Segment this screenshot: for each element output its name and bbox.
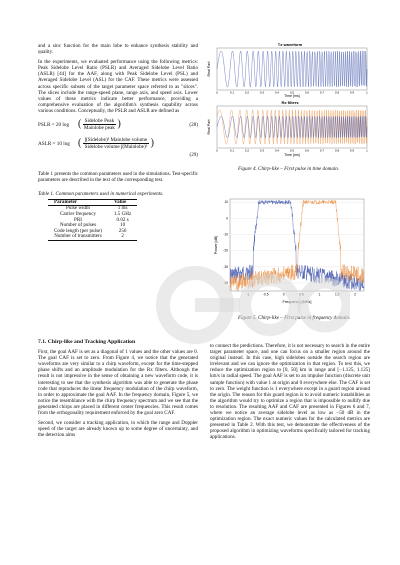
eq28-numerator: Sidelobe Peak	[84, 118, 115, 125]
paragraph-chirp: First, the goal AAF is set as a diagonal of 1 values and the other values are 0. The goal CAF is set to zero. From Figure 4, we notice that the generated waveforms are very similar to a chirp waveform, except for the time-stepped phase shifts and an amplitude modulation for the Rx filters. Although the result is not impressive in the sense of obtaining a new waveform code, it is interesting to see that the synthesis algorithm was able to generate the phase code that reproduces the linear frequency modulation of the chirp waveform, in order to approximate the goal AAF. In the frequency domain, Figure 5, we notice the resemblance with the chirp frequency spectrum and we see that the generated chirps are placed in different center frequencies. This result comes from the orthogonality requirement enforced by the goal zero CAF.	[38, 349, 198, 417]
fig4-xtick-label: 0.4	[274, 90, 280, 95]
fig4-xtick-label: 0.2	[244, 90, 250, 95]
fig5-ytick-label: -40	[223, 280, 228, 285]
fig5-yticks	[223, 200, 228, 285]
eq29-denominator: Sidelobe volume ∫(Mainlobe)²	[84, 144, 148, 151]
paragraph-metrics: In the experiments, we evaluated performance using the following metrics: Peak Sidelobe Level Ratio (PSLR) and Averaged Sidelobe Level Ratio (ASLR) [44] for the AAF, along with Peak Sidelobe Level (PSL) and Averaged Sidelobe Level (ASL) for the CAF. These metrics were assessed across specific subsets of the target parameter space referred to as "slices". The slices include the range-speed plane, range axis, and speed axis. Lower values of these metrics indicate better performance, providing a comprehensive evaluation of the algorithm's synthesis capability across various conditions. Conceptually, the PSLR and ASLR are defined as	[38, 59, 198, 114]
eq29-numerator: ∫(Sidelobe)² Mainlobe volume	[84, 137, 148, 144]
right-column	[210, 343, 370, 445]
fig4-xtick-label: 0.3	[259, 90, 265, 95]
figure-5-caption: Figure 5. Chirp-like – First pulse in frequency domain.	[238, 315, 351, 321]
eq28-lhs: PSLR = 20 log	[38, 121, 70, 128]
fig4-xtick-label: 0.6	[304, 148, 310, 153]
fig4-xtick-label: 0.4	[274, 148, 280, 153]
table-cell: Carrier frequency	[59, 210, 96, 217]
table-cell: Code length (per pulse)	[54, 227, 102, 234]
table-cell: Number of pulses	[59, 222, 97, 229]
fig5-xtick-label: 0	[282, 292, 285, 297]
table-cell: Number of transmitters	[48, 234, 108, 240]
fig5-ytick-label: 10	[224, 200, 228, 205]
fig5-xtick-label: 1.5	[334, 292, 340, 297]
fig5-xtick-label: -1	[246, 292, 250, 297]
table-cell: Pulse width	[66, 205, 90, 212]
fig4-xtick-label: 0.9	[349, 90, 355, 95]
table-header-parameter: Parameter	[48, 199, 108, 206]
fig5-xticks	[246, 293, 356, 297]
table-cell: 1.5 GHz	[113, 210, 132, 217]
fig4-xtick-label: 1	[366, 90, 368, 95]
table-header-value: Value	[108, 199, 137, 206]
fig4-bottom-xlabel: Time [ms]	[284, 153, 300, 157]
fig5-xtick-label: 1	[318, 292, 321, 297]
equation-28: PSLR = 20 log ( $\frac{\text{Sidelobe Peak}}{\text{Mainlobe peak}}$ ) (28)	[38, 118, 198, 132]
eq28-number: (28)	[189, 121, 198, 128]
fig5-xtick-label: 2	[354, 292, 356, 297]
table-row	[48, 234, 137, 240]
figure-5-frequency-domain	[210, 195, 370, 307]
fig4-xtick-label: 0.5	[289, 148, 295, 153]
figure-4-caption: Figure 4. Chirp-like – First pulse in time domain.	[238, 166, 340, 172]
paragraph-intro: and a sinc function for the main lobe to enhance synthesis stability and quality.	[38, 43, 198, 56]
table-cell: 256	[118, 227, 127, 234]
fig4-xtick-label: 0.6	[304, 90, 310, 95]
parameters-table	[48, 199, 137, 241]
table-cell: PRI	[74, 216, 82, 223]
fig4-xtick-label: 0.7	[319, 148, 325, 153]
paragraph-tracking-cont: to connect the predictions. Therefore, it is not necessary to search in the entire target parameter space, and one can focus on a smaller region around the original instead. In this case, high sidelobes outside the search region are irrelevant and we can ignore the optimization in that region. To test this, we reduce the optimization region to [0, 50] km in range and [−1.125, 1.125] km/s in radial speed. The goal AAF is set to an impulse function (discrete unit sample function) with value 1 at origin and 0 everywhere else. The CAF is set to zero. The weight function is 1 everywhere except in a guard region around the origin. The reason for this guard region is to avoid numeric instabilities as the algorithm would try to optimize a region that is impossible to nullify due to resolution. The resulting AAF and CAF are presented in Figures 6 and 7, where we notice an average sidelobe level as low as −50 dB in the optimization region. The exact numeric values for the calculated metrics are presented in Table 2. With this test, we demonstrate the effectiveness of the proposed algorithm in optimizing waveforms specifically tailored for tracking applications.	[210, 343, 370, 441]
left-column-lower	[38, 339, 198, 442]
left-column	[38, 43, 198, 241]
fig4-xtick-label: 0.1	[229, 148, 235, 153]
fig4-bottom-xticks	[216, 149, 368, 153]
figure-4-time-domain	[205, 40, 375, 158]
paragraph-tracking: Second, we consider a tracking application, in which the range and Doppler speed of the target are already known up to some degree of uncertainty, and the detection aims	[38, 420, 198, 439]
section-title: 7.1. Chirp-like and Tracking Application	[38, 339, 136, 345]
fig5-ytick-label: -20	[223, 248, 228, 253]
fig4-xtick-label: 0.2	[244, 148, 250, 153]
fig4-xtick-label: 0	[216, 90, 218, 95]
fig4-xtick-label: 1	[366, 148, 368, 153]
table-cell: 10	[120, 222, 126, 229]
fig4-xtick-label: 0.8	[334, 90, 340, 95]
fig4-xtick-label: 0.8	[334, 148, 340, 153]
fig5-ytick-label: 0	[226, 216, 228, 221]
fig4-xtick-label: 0.7	[319, 90, 325, 95]
fig4-xtick-label: 0.5	[289, 90, 295, 95]
fig5-xtick-label: 0.5	[299, 292, 304, 297]
table-cell: 0.02 s	[116, 216, 129, 223]
fig5-xlabel: Frequency [MHz]	[282, 300, 312, 304]
fig4-top-title: Tx waveform	[277, 42, 303, 47]
fig4-xtick-label: 0	[216, 148, 218, 153]
fig5-xtick-label: -0.5	[262, 292, 269, 297]
fig4-top-xlabel: Time [ms]	[284, 94, 300, 98]
table-cell: 1 ms	[117, 205, 128, 212]
fig5-ytick-label: -10	[223, 232, 228, 237]
fig4-xtick-label: 0.3	[259, 148, 265, 153]
table-cell: 2	[108, 234, 137, 240]
eq28-denominator: Mainlobe peak	[83, 125, 115, 132]
table-caption: Table 1. Common parameters used in numerical experiments.	[38, 190, 164, 197]
eq29-number: (29)	[189, 152, 198, 159]
fig4-top-ylabel: Real Part	[207, 61, 211, 77]
fig5-ytick-label: -30	[223, 264, 228, 269]
paragraph-table-intro: Table 1 presents the common parameters used in the simulations. Test-specific parameters are described in the text of the corresponding test.	[38, 170, 198, 183]
equation-29: ASLR = 10 log ( $\frac{\text{∫(Sidelobe)² Mainlobe volume}}{\text{Sidelobe volume ∫(Mainlobe)²}}$ )	[38, 137, 154, 151]
fig5-ylabel: Power [dB]	[214, 235, 218, 255]
fig4-xtick-label: 0.9	[349, 148, 355, 153]
eq29-lhs: ASLR = 10 log	[38, 140, 70, 147]
fig4-bottom-title: Rx filters	[281, 100, 299, 105]
fig4-xtick-label: 0.1	[229, 90, 235, 95]
fig4-bottom-ylabel: Real Part	[207, 119, 211, 135]
